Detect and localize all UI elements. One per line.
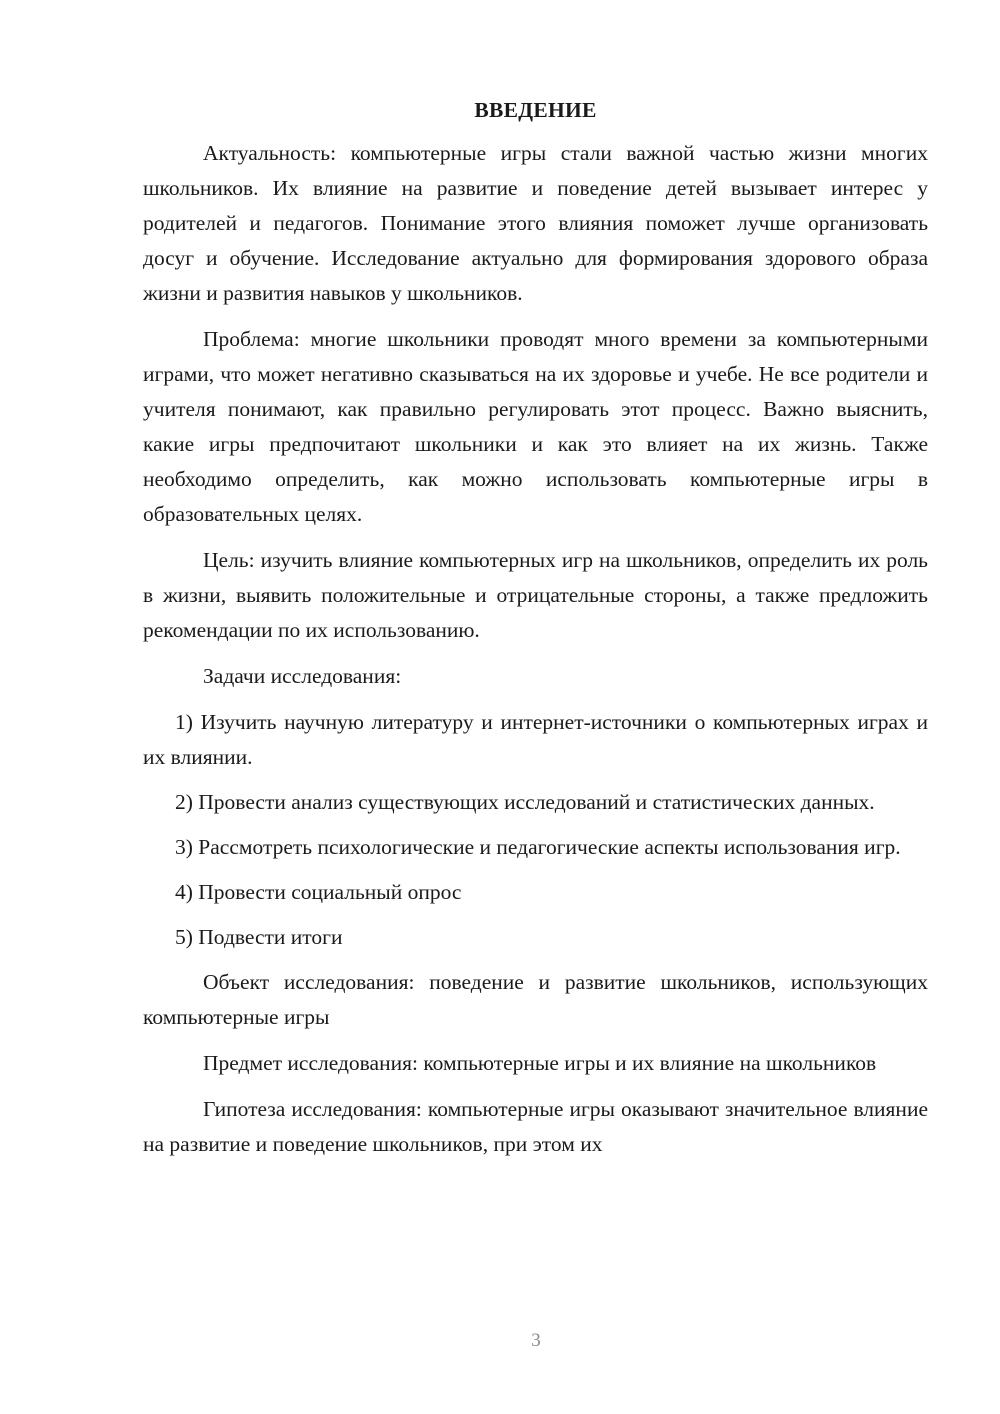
task-item-3: 3) Рассмотреть психологические и педагогические аспекты использования игр. bbox=[175, 835, 901, 859]
paragraph-tasks-intro: Задачи исследования: bbox=[203, 664, 402, 688]
task-item-4: 4) Провести социальный опрос bbox=[175, 880, 462, 904]
paragraph-hypothesis: Гипотеза исследования: компьютерные игры оказывают значительное влияние на развитие и поведение школьников, при этом их bbox=[143, 1097, 928, 1156]
paragraph-subject: Предмет исследования: компьютерные игры и их влияние на школьников bbox=[203, 1051, 877, 1075]
paragraph-problem: Проблема: многие школьники проводят много времени за компьютерными играми, что может негативно сказываться на их здоровье и учебе. Не все родители и учителя понимают, как правильно регулировать этот процесс. Важно выяснить, какие игры предпочитают школьники и как это влияет на их жизнь. Также необходимо определить, как можно использовать компьютерные игры в образовательных целях. bbox=[143, 327, 928, 526]
page-number: 3 bbox=[531, 1330, 541, 1351]
task-item-5: 5) Подвести итоги bbox=[175, 925, 343, 949]
page-content bbox=[143, 94, 928, 1173]
section-heading: ВВЕДЕНИЕ bbox=[474, 98, 597, 122]
paragraph-object: Объект исследования: поведение и развитие школьников, использующих компьютерные игры bbox=[143, 970, 928, 1029]
paragraph-goal: Цель: изучить влияние компьютерных игр на школьников, определить их роль в жизни, выявить положительные и отрицательные стороны, а также предложить рекомендации по их использованию. bbox=[143, 548, 928, 642]
task-item-1: 1) Изучить научную литературу и интернет-источники о компьютерных играх и их влиянии. bbox=[143, 710, 928, 769]
task-item-2: 2) Провести анализ существующих исследований и статистических данных. bbox=[175, 790, 875, 814]
paragraph-relevance: Актуальность: компьютерные игры стали важной частью жизни многих школьников. Их влияние на развитие и поведение детей вызывает интерес у родителей и педагогов. Понимание этого влияния поможет лучше организовать досуг и обучение. Исследование актуально для формирования здорового образа жизни и развития навыков у школьников. bbox=[143, 141, 928, 305]
